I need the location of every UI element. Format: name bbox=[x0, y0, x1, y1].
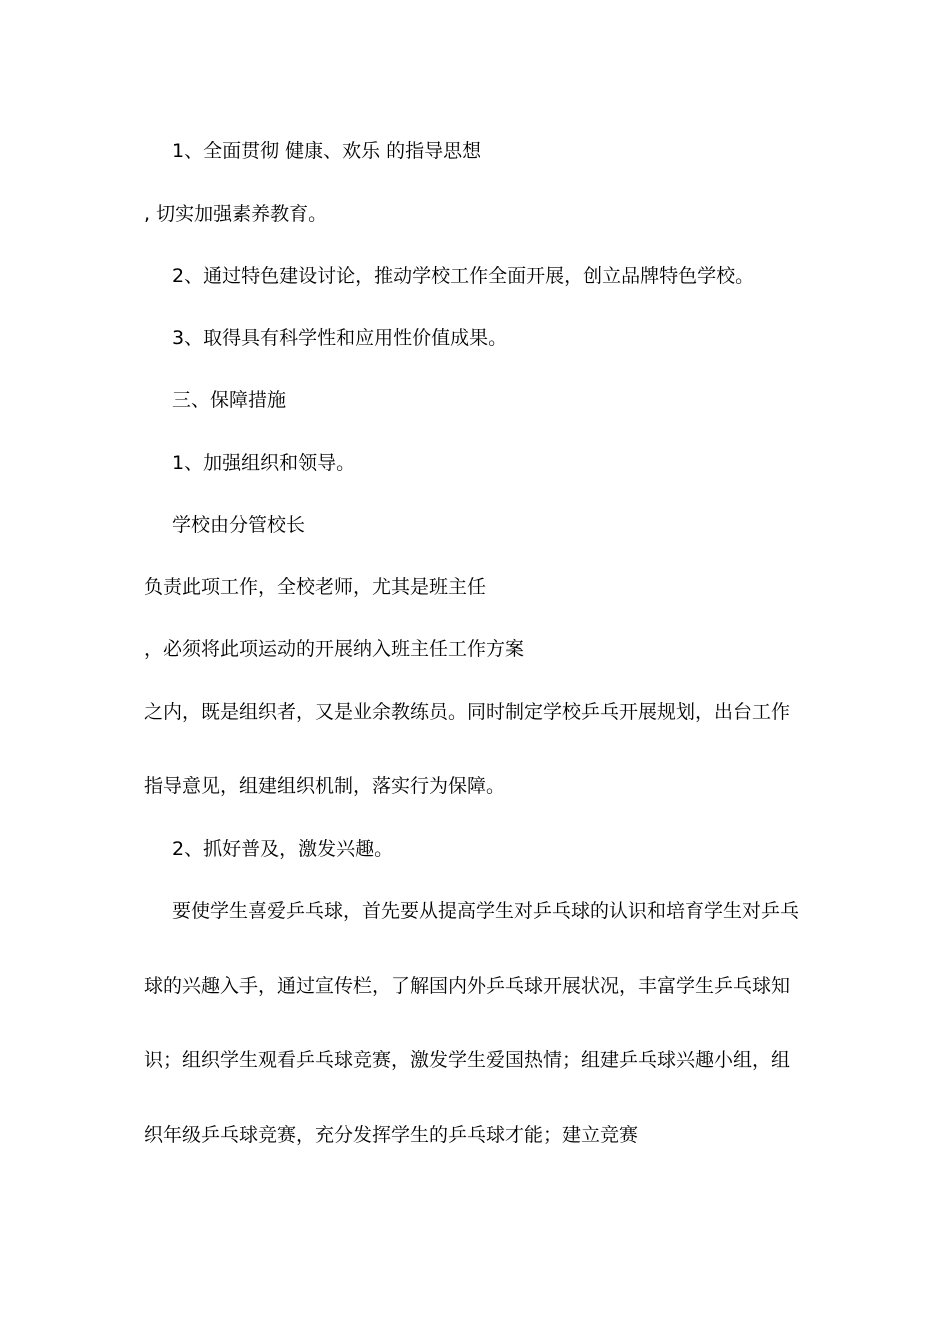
section-heading: 三、保障措施 bbox=[172, 389, 287, 411]
paragraph-line: 指导意见，组建组织机制，落实行为保障。 bbox=[144, 775, 506, 797]
paragraph-line: 识；组织学生观看乒乓球竞赛，激发学生爱国热情；组建乒乓球兴趣小组，组 bbox=[144, 1049, 791, 1071]
paragraph-line: 负责此项工作，全校老师，尤其是班主任 bbox=[144, 576, 487, 598]
subsection-heading: 2、抓好普及，激发兴趣。 bbox=[172, 838, 394, 860]
subsection-heading: 1、加强组织和领导。 bbox=[172, 452, 356, 474]
paragraph-line: 2、通过特色建设讨论，推动学校工作全面开展，创立品牌特色学校。 bbox=[172, 265, 755, 287]
paragraph-line: 学校由分管校长 bbox=[172, 514, 306, 536]
paragraph-line: 3、取得具有科学性和应用性价值成果。 bbox=[172, 327, 508, 349]
paragraph-line: 球的兴趣入手，通过宣传栏，了解国内外乒乓球开展状况，丰富学生乒乓球知 bbox=[144, 975, 791, 997]
paragraph-line: 之内，既是组织者，又是业余教练员。同时制定学校乒乓开展规划，出台工作 bbox=[144, 701, 791, 723]
paragraph-line: 要使学生喜爱乒乓球，首先要从提高学生对乒乓球的认识和培育学生对乒乓 bbox=[172, 900, 800, 922]
paragraph-line: 1、全面贯彻 健康、欢乐 的指导思想 bbox=[172, 140, 482, 162]
paragraph-line: 织年级乒乓球竞赛，充分发挥学生的乒乓球才能；建立竞赛 bbox=[144, 1124, 639, 1146]
paragraph-line: ，必须将此项运动的开展纳入班主任工作方案 bbox=[144, 638, 525, 660]
paragraph-line: , 切实加强素养教育。 bbox=[144, 203, 328, 225]
